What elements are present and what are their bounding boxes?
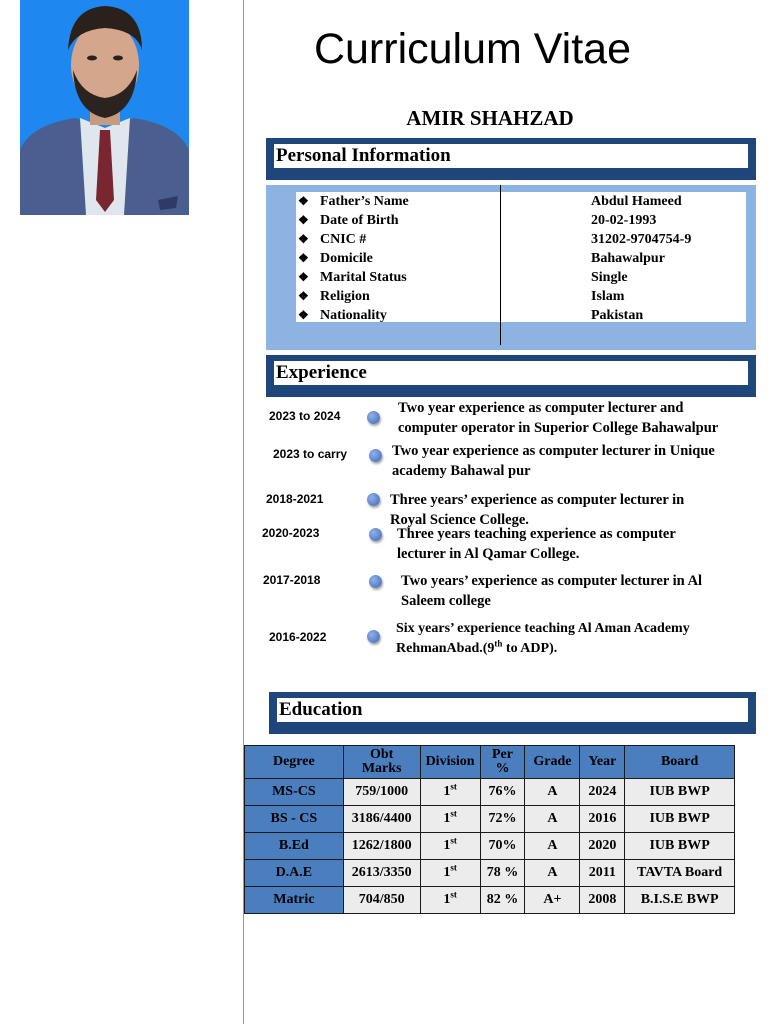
column-header-obt-marks [343, 746, 420, 779]
board-cell: IUB BWP [625, 806, 735, 833]
grade-cell: A [525, 806, 580, 833]
personal-info-label: Date of Birth [320, 213, 399, 228]
experience-line: academy Bahawal pur [392, 463, 531, 479]
personal-info-value: Islam [591, 289, 625, 304]
experience-section-bar [266, 355, 756, 397]
personal-info-value: Pakistan [591, 308, 644, 323]
timeline-dot-icon [369, 449, 382, 462]
table-header-row [245, 746, 735, 779]
superscript: st [450, 781, 457, 792]
superscript: st [450, 835, 457, 846]
board-cell: TAVTA Board [625, 860, 735, 887]
board-cell: IUB BWP [625, 833, 735, 860]
header-line: Per [492, 747, 513, 762]
division-value: 1 [443, 811, 451, 826]
experience-line: lecturer in Al Qamar College. [397, 546, 580, 562]
division-value: 1 [443, 838, 451, 853]
experience-line: Three years teaching experience as computer [397, 526, 676, 542]
personal-info-table [296, 192, 746, 322]
personal-info-row [296, 287, 746, 306]
timeline-dot-icon [367, 411, 380, 424]
experience-line: Royal Science College. [390, 512, 529, 528]
column-header-division: Division [420, 746, 480, 779]
column-header-grade: Grade [525, 746, 580, 779]
experience-line: Six years’ experience teaching Al Aman Academy [396, 621, 690, 636]
experience-line: Saleem college [401, 593, 491, 609]
profile-photo [20, 0, 189, 215]
degree-cell: B.Ed [245, 833, 344, 860]
personal-info-column-divider [500, 185, 501, 345]
marks-cell: 3186/4400 [343, 806, 420, 833]
experience-description [396, 619, 690, 659]
experience-line [396, 639, 690, 659]
education-heading: Education [277, 698, 748, 722]
board-cell: IUB BWP [625, 779, 735, 806]
header-line: Marks [361, 761, 402, 776]
experience-line-part: RehmanAbad.(9 [396, 641, 495, 656]
experience-description [392, 441, 715, 481]
division-cell [420, 833, 480, 860]
education-table [244, 745, 735, 914]
header-line: Obt [369, 747, 394, 762]
personal-info-label: Nationality [320, 308, 387, 323]
experience-years: 2016-2022 [269, 630, 327, 644]
personal-info-heading: Personal Information [274, 144, 748, 168]
division-value: 1 [443, 865, 451, 880]
marks-cell: 704/850 [343, 887, 420, 914]
grade-cell: A [525, 779, 580, 806]
column-header-board: Board [625, 746, 735, 779]
year-cell: 2020 [580, 833, 625, 860]
diamond-bullet-icon: ❖ [298, 308, 309, 322]
personal-info-row [296, 211, 746, 230]
degree-cell: Matric [245, 887, 344, 914]
degree-cell: BS - CS [245, 806, 344, 833]
percentage-cell: 78 % [480, 860, 525, 887]
grade-cell: A [525, 833, 580, 860]
marks-cell: 2613/3350 [343, 860, 420, 887]
timeline-dot-icon [369, 575, 382, 588]
experience-description [397, 524, 676, 564]
experience-description [401, 571, 702, 611]
column-header-degree: Degree [245, 746, 344, 779]
personal-info-label: Marital Status [320, 270, 407, 285]
table-row [245, 806, 735, 833]
degree-cell: D.A.E [245, 860, 344, 887]
division-cell [420, 887, 480, 914]
year-cell: 2016 [580, 806, 625, 833]
personal-info-row [296, 268, 746, 287]
column-header-year: Year [580, 746, 625, 779]
personal-info-row [296, 230, 746, 249]
personal-info-value: Abdul Hameed [591, 194, 682, 209]
marks-cell: 1262/1800 [343, 833, 420, 860]
personal-info-label: CNIC # [320, 232, 367, 247]
table-row [245, 860, 735, 887]
division-cell [420, 779, 480, 806]
personal-info-label: Religion [320, 289, 370, 304]
superscript: st [450, 889, 457, 900]
experience-years: 2017-2018 [263, 573, 321, 587]
experience-line: Three years’ experience as computer lecturer in [390, 492, 685, 508]
table-row [245, 887, 735, 914]
year-cell: 2011 [580, 860, 625, 887]
timeline-dot-icon [369, 528, 382, 541]
page-title: Curriculum Vitae [313, 25, 632, 73]
board-cell: B.I.S.E BWP [625, 887, 735, 914]
personal-info-row [296, 192, 746, 211]
experience-line: Two year experience as computer lecturer in Unique [392, 443, 715, 459]
header-line: % [495, 761, 510, 776]
timeline-dot-icon [367, 630, 380, 643]
experience-heading: Experience [274, 361, 748, 385]
experience-line: Two years’ experience as computer lecturer in Al [401, 573, 703, 589]
superscript: st [450, 808, 457, 819]
diamond-bullet-icon: ❖ [298, 289, 309, 303]
superscript: st [450, 862, 457, 873]
year-cell: 2024 [580, 779, 625, 806]
personal-info-row [296, 249, 746, 268]
experience-years: 2020-2023 [262, 526, 320, 540]
personal-info-value: Bahawalpur [591, 251, 665, 266]
experience-line-part: to ADP). [502, 641, 558, 656]
table-row [245, 779, 735, 806]
personal-info-label: Father’s Name [320, 194, 409, 209]
percentage-cell: 70% [480, 833, 525, 860]
year-cell: 2008 [580, 887, 625, 914]
marks-cell: 759/1000 [343, 779, 420, 806]
personal-info-section-bar [266, 138, 756, 180]
division-cell [420, 806, 480, 833]
personal-info-value: Single [591, 270, 628, 285]
diamond-bullet-icon: ❖ [298, 232, 309, 246]
timeline-dot-icon [367, 493, 380, 506]
superscript: th [494, 638, 503, 649]
experience-years: 2023 to carry [273, 447, 348, 461]
percentage-cell: 82 % [480, 887, 525, 914]
percentage-cell: 72% [480, 806, 525, 833]
table-row [245, 833, 735, 860]
division-value: 1 [443, 784, 451, 799]
grade-cell: A [525, 860, 580, 887]
experience-years: 2023 to 2024 [269, 409, 341, 423]
personal-info-panel [266, 185, 756, 350]
division-cell [420, 860, 480, 887]
division-value: 1 [443, 892, 451, 907]
degree-cell: MS-CS [245, 779, 344, 806]
diamond-bullet-icon: ❖ [298, 194, 309, 208]
personal-info-value: 31202-9704754-9 [591, 232, 692, 247]
percentage-cell: 76% [480, 779, 525, 806]
grade-cell: A+ [525, 887, 580, 914]
diamond-bullet-icon: ❖ [298, 213, 309, 227]
column-header-percentage [480, 746, 525, 779]
personal-info-label: Domicile [320, 251, 373, 266]
education-section-bar [269, 692, 756, 734]
experience-line: Two year experience as computer lecturer and [398, 400, 684, 416]
experience-description [398, 398, 718, 438]
experience-years: 2018-2021 [266, 492, 324, 506]
personal-info-value: 20-02-1993 [591, 213, 657, 228]
experience-line: computer operator in Superior College Bahawalpur [398, 420, 719, 436]
personal-info-row [296, 306, 746, 325]
diamond-bullet-icon: ❖ [298, 251, 309, 265]
diamond-bullet-icon: ❖ [298, 270, 309, 284]
candidate-name: AMIR SHAHZAD [406, 106, 574, 130]
